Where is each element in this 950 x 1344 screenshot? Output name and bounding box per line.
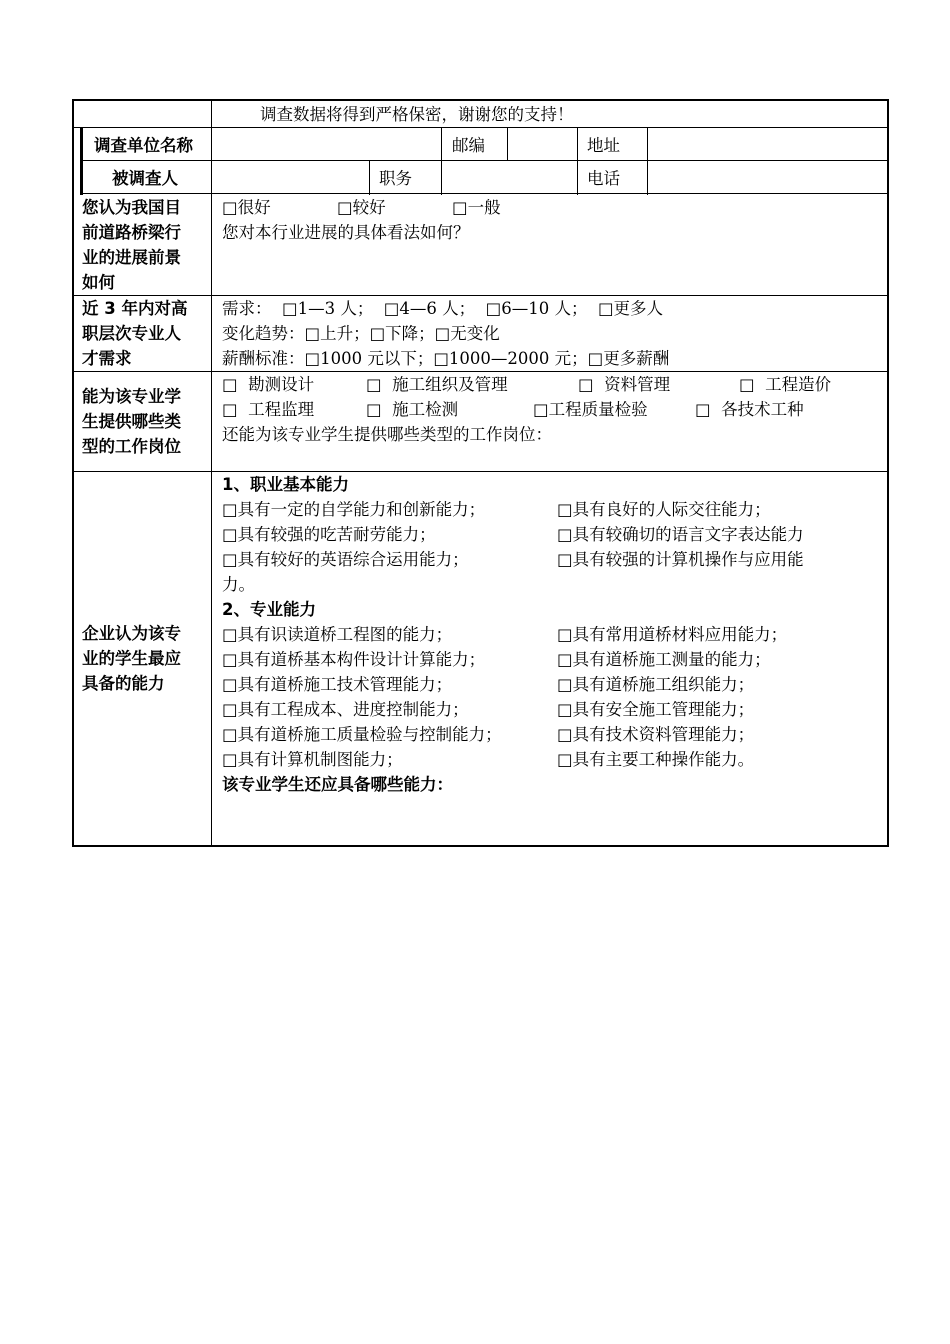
label-line: 企业认为该专 (82, 624, 181, 643)
question-label-job-positions (82, 384, 210, 459)
option-good[interactable]: □较好 (337, 198, 386, 217)
ability-option[interactable]: □具有较确切的语言文字表达能力 (557, 525, 804, 544)
professional-abilities-left (222, 622, 552, 772)
question-label-required-abilities (82, 621, 210, 696)
ability-option[interactable]: □具有安全施工管理能力； (557, 700, 755, 719)
ability-option[interactable]: □具有常用道桥材料应用能力； (557, 625, 788, 644)
ability-option[interactable]: □具有道桥基本构件设计计算能力； (222, 650, 486, 669)
confidentiality-notice: 调查数据将得到严格保密，谢谢您的支持！ (260, 105, 574, 124)
label-line: 您认为我国目 (82, 198, 181, 217)
option-supervision[interactable]: □ 工程监理 (222, 400, 315, 419)
ability-option[interactable]: □具有技术资料管理能力； (557, 725, 755, 744)
label-line: 生提供哪些类 (82, 412, 181, 431)
ability-option[interactable]: □具有道桥施工技术管理能力； (222, 675, 453, 694)
ability-wrap: 力。 (222, 575, 255, 594)
option-quality-inspection[interactable]: □工程质量检验 (533, 400, 648, 419)
postcode-field[interactable] (508, 128, 577, 160)
ability-option[interactable]: □具有一定的自学能力和创新能力； (222, 500, 486, 519)
address-label: 地址 (587, 136, 620, 155)
ability-option[interactable]: □具有识读道桥工程图的能力； (222, 625, 453, 644)
ability-option[interactable]: □具有工程成本、进度控制能力； (222, 700, 469, 719)
rule (80, 127, 83, 195)
ability-option[interactable]: □具有较强的计算机操作与应用能 (557, 550, 804, 569)
demand-options[interactable]: 需求： □1—3 人； □4—6 人； □6—10 人； □更多人 (222, 299, 664, 318)
rule (577, 127, 578, 195)
label-line: 才需求 (82, 349, 132, 368)
trend-options[interactable]: 变化趋势：□上升；□下降；□无变化 (222, 324, 500, 343)
unit-name-field[interactable] (212, 128, 441, 160)
option-very-good[interactable]: □很好 (222, 198, 271, 217)
label-line: 前道路桥梁行 (82, 223, 181, 242)
option-construction-management[interactable]: □ 施工组织及管理 (366, 375, 508, 394)
option-construction-testing[interactable]: □ 施工检测 (366, 400, 459, 419)
unit-name-label: 调查单位名称 (94, 136, 193, 155)
professional-abilities-right (557, 622, 885, 772)
respondent-field[interactable] (212, 161, 369, 194)
ability-option[interactable]: □具有良好的人际交往能力； (557, 500, 771, 519)
option-document-management[interactable]: □ 资料管理 (578, 375, 671, 394)
abilities-followup: 该专业学生还应具备哪些能力： (222, 775, 453, 794)
label-line: 业的进展前景 (82, 248, 181, 267)
section-basic-abilities-title: 1、职业基本能力 (222, 475, 349, 494)
option-survey-design[interactable]: □ 勘测设计 (222, 375, 315, 394)
respondent-label: 被调查人 (112, 169, 178, 188)
label-line: 如何 (82, 273, 115, 292)
ability-option[interactable]: □具有道桥施工质量检验与控制能力； (222, 725, 502, 744)
basic-abilities-right (557, 497, 885, 572)
rule (211, 101, 212, 845)
phone-label: 电话 (587, 169, 620, 188)
positions-followup: 还能为该专业学生提供哪些类型的工作岗位： (222, 425, 552, 444)
option-technical-trades[interactable]: □ 各技术工种 (695, 400, 804, 419)
label-line: 具备的能力 (82, 674, 165, 693)
salary-options[interactable]: 薪酬标准：□1000 元以下；□1000—2000 元；□更多薪酬 (222, 349, 670, 368)
question-label-talent-demand (82, 296, 210, 371)
ability-option[interactable]: □具有计算机制图能力； (222, 750, 403, 769)
address-field[interactable] (648, 128, 887, 160)
phone-field[interactable] (648, 161, 887, 194)
position-label: 职务 (379, 169, 412, 188)
label-line: 职层次专业人 (82, 324, 181, 343)
ability-option[interactable]: □具有较强的吃苦耐劳能力； (222, 525, 436, 544)
outlook-followup: 您对本行业进展的具体看法如何？ (222, 223, 470, 242)
label-line: 型的工作岗位 (82, 437, 181, 456)
label-line: 近 3 年内对高 (82, 299, 188, 318)
position-field[interactable] (442, 161, 577, 194)
basic-abilities-left (222, 497, 552, 597)
ability-option[interactable]: □具有道桥施工测量的能力； (557, 650, 771, 669)
ability-option[interactable]: □具有主要工种操作能力。 (557, 750, 755, 769)
ability-option[interactable]: □具有道桥施工组织能力； (557, 675, 755, 694)
label-line: 能为该专业学 (82, 387, 181, 406)
ability-option[interactable]: □具有较好的英语综合运用能力； (222, 550, 469, 569)
abilities-followup-field[interactable] (222, 799, 882, 843)
rule (74, 471, 887, 472)
survey-form (72, 99, 889, 847)
section-professional-abilities-title: 2、专业能力 (222, 600, 316, 619)
question-label-industry-outlook (82, 195, 210, 295)
postcode-label: 邮编 (452, 136, 485, 155)
option-cost-engineering[interactable]: □ 工程造价 (739, 375, 832, 394)
label-line: 业的学生最应 (82, 649, 181, 668)
option-average[interactable]: □一般 (452, 198, 501, 217)
rule (369, 160, 370, 195)
